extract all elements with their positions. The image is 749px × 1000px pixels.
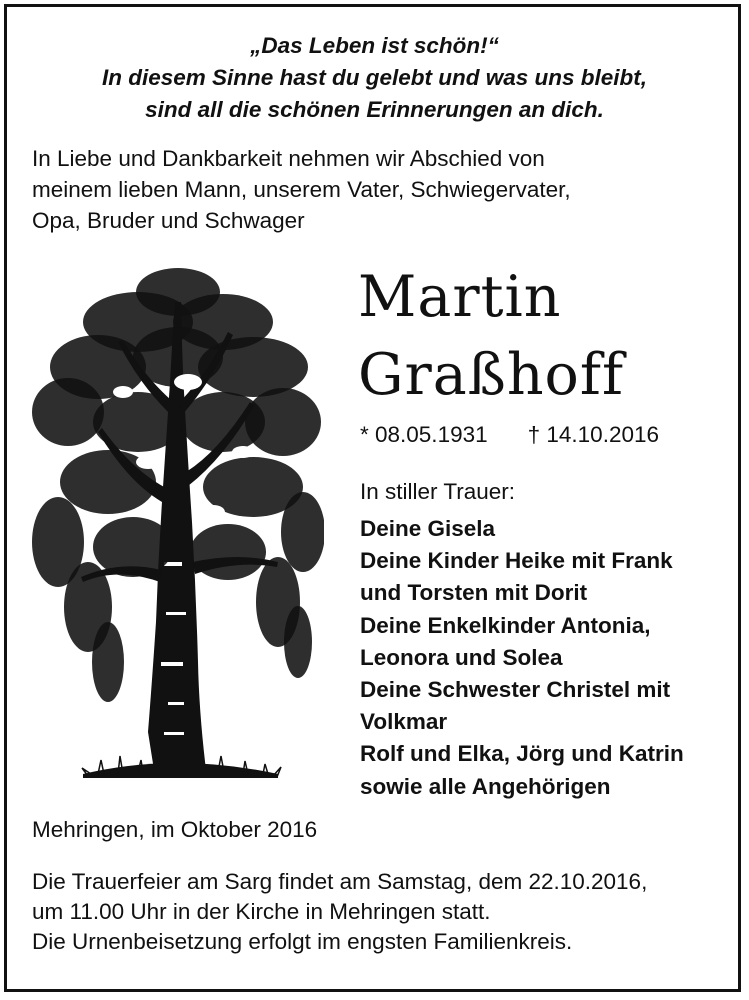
mourner-line: und Torsten mit Dorit	[360, 580, 588, 606]
service-line: um 11.00 Uhr in der Kirche in Mehringen statt.	[32, 899, 491, 924]
mourner-line: Leonora und Solea	[360, 644, 563, 670]
mourner-line: Deine Schwester Christel mit	[360, 677, 671, 703]
deceased-first-name: Martin	[358, 264, 562, 330]
intro-line: meinem lieben Mann, unserem Vater, Schwiegervater,	[32, 177, 571, 202]
mourner-line: Volkmar	[360, 709, 448, 735]
motto-line: „Das Leben ist schön!“	[250, 33, 499, 58]
intro-text	[32, 143, 571, 236]
mourner-line: Deine Enkelkinder Antonia,	[360, 612, 651, 638]
mourners-list	[360, 513, 684, 803]
intro-line: Opa, Bruder und Schwager	[32, 208, 305, 233]
birch-tree-illustration	[28, 262, 324, 792]
mourning-label: In stiller Trauer:	[360, 479, 516, 504]
service-line: Die Urnenbeisetzung erfolgt im engsten Familienkreis.	[32, 929, 573, 954]
mourner-line: sowie alle Angehörigen	[360, 773, 611, 799]
birth-date: * 08.05.1931	[360, 422, 488, 447]
deceased-name	[358, 258, 624, 414]
motto-line: sind all die schönen Erinnerungen an dich.	[145, 97, 604, 122]
mourner-line: Deine Kinder Heike mit Frank	[360, 548, 673, 574]
service-line: Die Trauerfeier am Sarg findet am Samstag, dem 22.10.2016,	[32, 869, 648, 894]
deceased-last-name: Graßhoff	[358, 342, 625, 408]
life-dates	[360, 420, 659, 450]
death-date: † 14.10.2016	[527, 422, 659, 447]
motto-line: In diesem Sinne hast du gelebt und was uns bleibt,	[101, 65, 648, 90]
place-date: Mehringen, im Oktober 2016	[32, 817, 318, 842]
motto-block	[0, 30, 749, 126]
service-info	[32, 867, 647, 957]
mourner-line: Deine Gisela	[360, 516, 496, 541]
mourner-line: Rolf und Elka, Jörg und Katrin	[360, 741, 684, 767]
intro-line: In Liebe und Dankbarkeit nehmen wir Abschied von	[32, 146, 545, 171]
